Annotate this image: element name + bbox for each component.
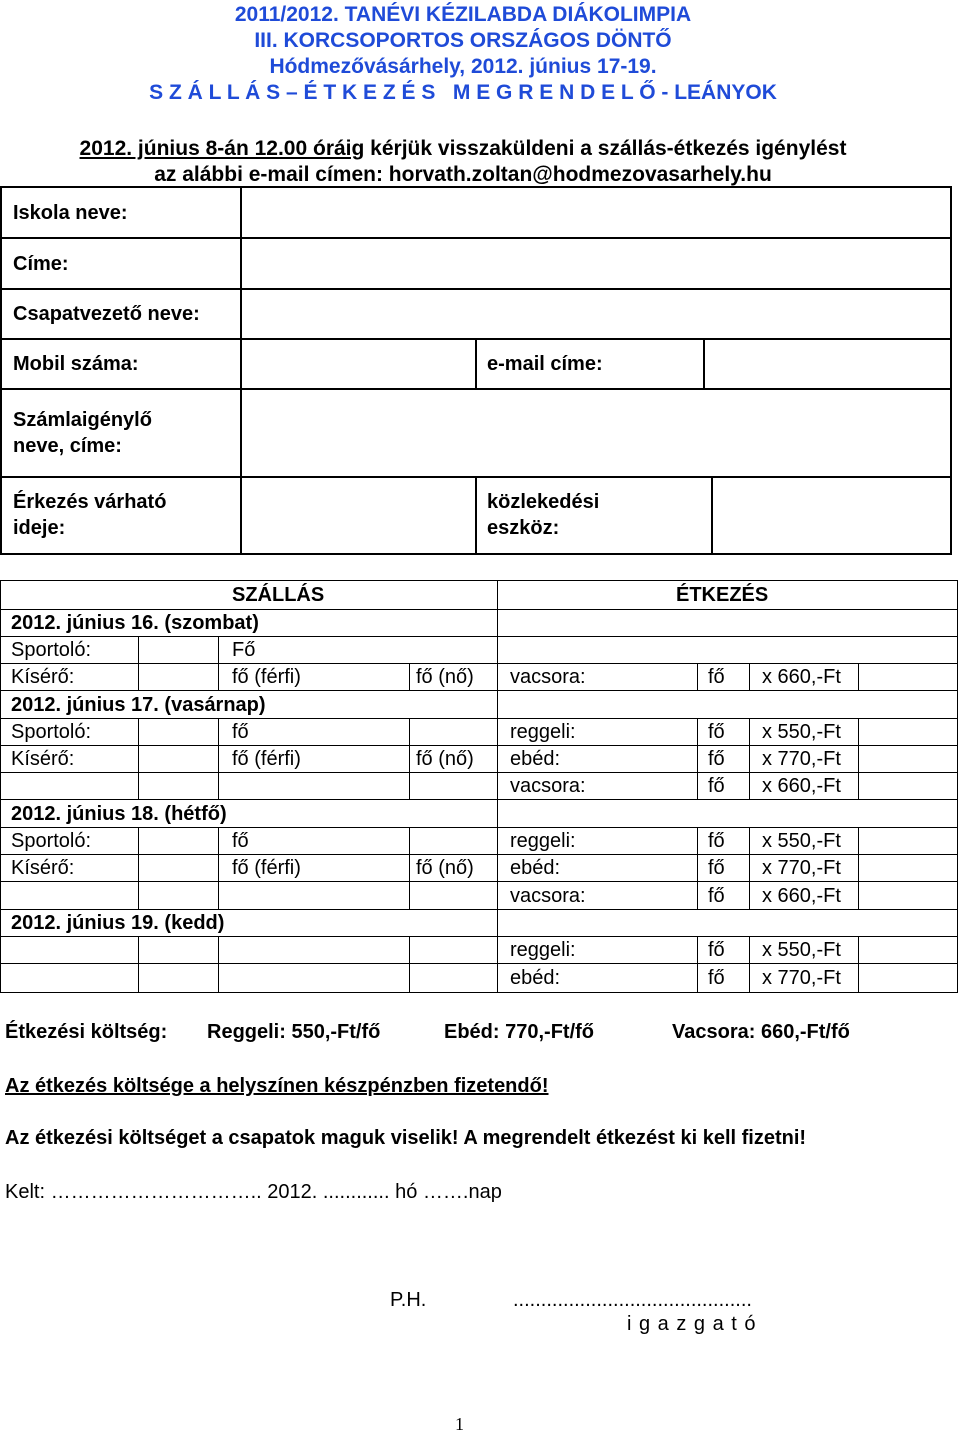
school-name-label: Iskola neve: <box>13 202 128 224</box>
arrival-label: Érkezés várható ideje: <box>13 491 167 539</box>
payment-note: Az étkezési költséget a csapatok maguk viselik! A megrendelt étkezést ki kell fizetni! <box>5 1127 807 1149</box>
day3-dinner-unit: fő <box>708 885 725 907</box>
stamp-place: P.H. <box>390 1289 427 1311</box>
signature-line: ........................................... <box>513 1289 752 1311</box>
email-line: az alábbi e-mail címen: horvath.zoltan@hodmezovasarhely.hu <box>154 163 772 186</box>
day4-breakfast-unit: fő <box>708 939 725 961</box>
day3-lunch-price: x 770,-Ft <box>762 857 841 879</box>
day2-breakfast-label: reggeli: <box>510 721 576 743</box>
title-line-3: Hódmezővásárhely, 2012. június 17-19. <box>269 55 657 78</box>
day3-escort-male: fő (férfi) <box>232 857 301 879</box>
day4-breakfast-price: x 550,-Ft <box>762 939 841 961</box>
day1-athlete-count: Fő <box>232 639 256 661</box>
day2-dinner-label: vacsora: <box>510 775 586 797</box>
day4-heading: 2012. június 19. (kedd) <box>11 912 225 934</box>
lodging-header: SZÁLLÁS <box>232 584 325 606</box>
meal-cost-label: Étkezési költség: <box>5 1021 168 1043</box>
deadline-line <box>0 136 926 162</box>
cash-payment-note: Az étkezés költsége a helyszínen készpénzben fizetendő! <box>5 1075 549 1097</box>
day2-dinner-unit: fő <box>708 775 725 797</box>
page-number: 1 <box>455 1414 464 1434</box>
day4-lunch-unit: fő <box>708 967 725 989</box>
day4-lunch-label: ebéd: <box>510 967 561 989</box>
day3-lunch-label: ebéd: <box>510 857 561 879</box>
day2-heading: 2012. június 17. (vasárnap) <box>11 694 266 716</box>
day2-lunch-unit: fő <box>708 748 725 770</box>
day2-escort-female: fő (nő) <box>416 748 474 770</box>
day3-breakfast-label: reggeli: <box>510 830 576 852</box>
address-label: Címe: <box>13 253 69 275</box>
day1-escort-label: Kísérő: <box>11 666 75 688</box>
day2-breakfast-unit: fő <box>708 721 725 743</box>
day2-breakfast-price: x 550,-Ft <box>762 721 841 743</box>
transport-label: közlekedési eszköz: <box>487 491 600 539</box>
deadline-text: kérjük visszaküldeni a szállás-étkezés igénylést <box>364 137 847 160</box>
day3-athlete-count: fő <box>232 830 249 852</box>
meal-cost-breakfast: Reggeli: 550,-Ft/fő <box>207 1021 381 1043</box>
meal-cost-lunch: Ebéd: 770,-Ft/fő <box>444 1021 595 1043</box>
day1-escort-female: fő (nő) <box>416 666 474 688</box>
day3-athlete-label: Sportoló: <box>11 830 92 852</box>
team-leader-label: Csapatvezető neve: <box>13 303 200 325</box>
day1-heading: 2012. június 16. (szombat) <box>11 612 259 634</box>
day3-lunch-unit: fő <box>708 857 725 879</box>
invoice-label: Számlaigénylő neve, címe: <box>13 409 152 457</box>
mobile-label: Mobil száma: <box>13 353 139 375</box>
title-line-1: 2011/2012. TANÉVI KÉZILABDA DIÁKOLIMPIA <box>234 3 692 26</box>
meals-header: ÉTKEZÉS <box>676 584 769 606</box>
day2-dinner-price: x 660,-Ft <box>762 775 841 797</box>
day2-athlete-label: Sportoló: <box>11 721 92 743</box>
title-line-2: III. KORCSOPORTOS ORSZÁGOS DÖNTŐ <box>254 29 672 52</box>
day1-athlete-label: Sportoló: <box>11 639 92 661</box>
day3-escort-female: fő (nő) <box>416 857 474 879</box>
day2-lunch-price: x 770,-Ft <box>762 748 841 770</box>
day1-dinner-unit: fő <box>708 666 725 688</box>
day3-dinner-label: vacsora: <box>510 885 586 907</box>
dated-line: Kelt: ………………………….. 2012. ............ hó …….nap <box>5 1181 502 1203</box>
day3-breakfast-price: x 550,-Ft <box>762 830 841 852</box>
meal-cost-dinner: Vacsora: 660,-Ft/fő <box>672 1021 850 1043</box>
day2-lunch-label: ebéd: <box>510 748 561 770</box>
title-line-4: S Z Á L L Á S – É T K E Z É S M E G R E N D E L Ő - LEÁNYOK <box>149 81 777 104</box>
day4-lunch-price: x 770,-Ft <box>762 967 841 989</box>
day3-escort-label: Kísérő: <box>11 857 75 879</box>
day1-dinner-price: x 660,-Ft <box>762 666 841 688</box>
day2-escort-male: fő (férfi) <box>232 748 301 770</box>
deadline-date: 2012. június 8-án 12.00 óráig <box>79 137 365 160</box>
day1-dinner-label: vacsora: <box>510 666 586 688</box>
day3-breakfast-unit: fő <box>708 830 725 852</box>
signature-label: i g a z g a t ó <box>627 1313 757 1335</box>
day2-athlete-count: fő <box>232 721 249 743</box>
day3-dinner-price: x 660,-Ft <box>762 885 841 907</box>
day1-escort-male: fő (férfi) <box>232 666 301 688</box>
day4-breakfast-label: reggeli: <box>510 939 576 961</box>
email-label: e-mail címe: <box>487 353 603 375</box>
day3-heading: 2012. június 18. (hétfő) <box>11 803 227 825</box>
day2-escort-label: Kísérő: <box>11 748 75 770</box>
